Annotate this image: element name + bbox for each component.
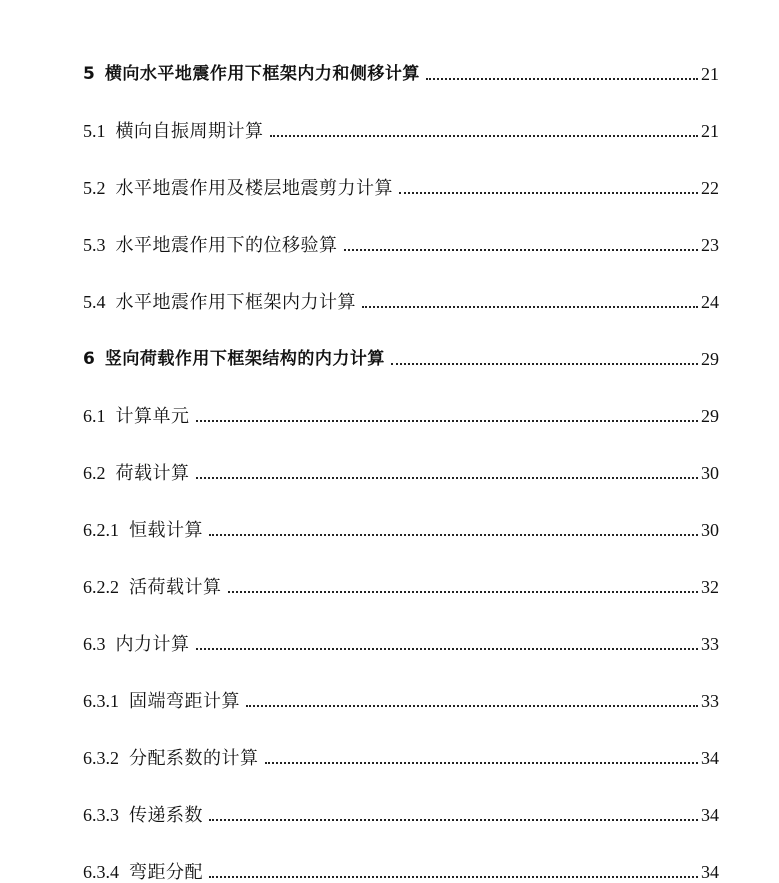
toc-entry-title: 恒载计算 bbox=[129, 520, 203, 540]
dot-leader bbox=[196, 648, 699, 650]
dot-leader bbox=[426, 78, 698, 80]
toc-entry-5-4[interactable] bbox=[83, 256, 719, 313]
toc-entry-number: 5 bbox=[83, 64, 95, 84]
toc-entry-number: 6.2 bbox=[83, 463, 106, 483]
dot-leader bbox=[209, 876, 698, 878]
toc-entry-page: 33 bbox=[701, 634, 719, 654]
toc-entry-page: 34 bbox=[701, 805, 719, 825]
toc-entry-title: 竖向荷载作用下框架结构的内力计算 bbox=[104, 349, 385, 369]
toc-entry-number: 6.1 bbox=[83, 406, 106, 426]
toc-entry-title: 弯距分配 bbox=[129, 862, 203, 882]
toc-entry-page: 34 bbox=[701, 748, 719, 768]
dot-leader bbox=[270, 135, 699, 137]
toc-entry-6-2-2[interactable] bbox=[83, 541, 719, 598]
dot-leader bbox=[391, 363, 698, 365]
toc-entry-page: 30 bbox=[701, 463, 719, 483]
dot-leader bbox=[228, 591, 699, 593]
toc-entry-number: 6.3.3 bbox=[83, 805, 119, 825]
toc-entry-number: 5.3 bbox=[83, 235, 106, 255]
dot-leader bbox=[196, 477, 699, 479]
toc-entry-page: 24 bbox=[701, 292, 719, 312]
toc-entry-title: 水平地震作用及楼层地震剪力计算 bbox=[115, 178, 393, 198]
toc-entry-title: 内力计算 bbox=[115, 634, 190, 654]
toc-entry-5-2[interactable] bbox=[83, 142, 719, 199]
dot-leader bbox=[196, 420, 699, 422]
toc-entry-title: 横向水平地震作用下框架内力和侧移计算 bbox=[104, 64, 420, 84]
toc-entry-title: 计算单元 bbox=[115, 406, 190, 426]
toc-entry-5-3[interactable] bbox=[83, 199, 719, 256]
toc-entry-number: 6 bbox=[83, 349, 95, 369]
toc-entry-number: 5.4 bbox=[83, 292, 106, 312]
dot-leader bbox=[209, 534, 698, 536]
toc-entry-6-2[interactable] bbox=[83, 427, 719, 484]
toc-entry-page: 34 bbox=[701, 862, 719, 882]
toc-entry-title: 水平地震作用下框架内力计算 bbox=[115, 292, 356, 312]
toc-entry-number: 6.3.2 bbox=[83, 748, 119, 768]
dot-leader bbox=[246, 705, 698, 707]
toc-entry-6-3-2[interactable] bbox=[83, 712, 719, 769]
toc-entry-5[interactable] bbox=[83, 28, 719, 85]
toc-entry-page: 21 bbox=[701, 64, 719, 84]
toc-entry-title: 活荷载计算 bbox=[129, 577, 222, 597]
toc-entry-number: 6.2.1 bbox=[83, 520, 119, 540]
toc-entry-number: 6.3 bbox=[83, 634, 106, 654]
toc-entry-title: 水平地震作用下的位移验算 bbox=[115, 235, 338, 255]
toc-entry-number: 6.3.4 bbox=[83, 862, 119, 882]
toc-entry-6-1[interactable] bbox=[83, 370, 719, 427]
dot-leader bbox=[362, 306, 698, 308]
toc-entry-title: 荷载计算 bbox=[115, 463, 190, 483]
dot-leader bbox=[344, 249, 699, 251]
toc-entry-page: 33 bbox=[701, 691, 719, 711]
toc-entry-page: 23 bbox=[701, 235, 719, 255]
toc-entry-6-3-3[interactable] bbox=[83, 769, 719, 826]
toc-entry-page: 21 bbox=[701, 121, 719, 141]
toc-entry-6-3-4[interactable] bbox=[83, 826, 719, 883]
toc-entry-number: 6.3.1 bbox=[83, 691, 119, 711]
toc-entry-page: 30 bbox=[701, 520, 719, 540]
toc-entry-number: 5.1 bbox=[83, 121, 106, 141]
toc-entry-title: 传递系数 bbox=[129, 805, 203, 825]
dot-leader bbox=[399, 192, 698, 194]
toc-entry-6-3-1[interactable] bbox=[83, 655, 719, 712]
toc-entry-number: 5.2 bbox=[83, 178, 106, 198]
toc-entry-page: 32 bbox=[701, 577, 719, 597]
toc-entry-5-1[interactable] bbox=[83, 85, 719, 142]
toc-entry-6[interactable] bbox=[83, 313, 719, 370]
toc-entry-title: 横向自振周期计算 bbox=[115, 121, 264, 141]
toc-entry-title: 固端弯距计算 bbox=[129, 691, 240, 711]
dot-leader bbox=[209, 819, 698, 821]
table-of-contents bbox=[83, 28, 719, 883]
toc-entry-page: 22 bbox=[701, 178, 719, 198]
toc-entry-number: 6.2.2 bbox=[83, 577, 119, 597]
toc-entry-6-3[interactable] bbox=[83, 598, 719, 655]
toc-entry-6-2-1[interactable] bbox=[83, 484, 719, 541]
toc-entry-title: 分配系数的计算 bbox=[129, 748, 259, 768]
dot-leader bbox=[265, 762, 699, 764]
toc-entry-page: 29 bbox=[701, 406, 719, 426]
toc-entry-page: 29 bbox=[701, 349, 719, 369]
